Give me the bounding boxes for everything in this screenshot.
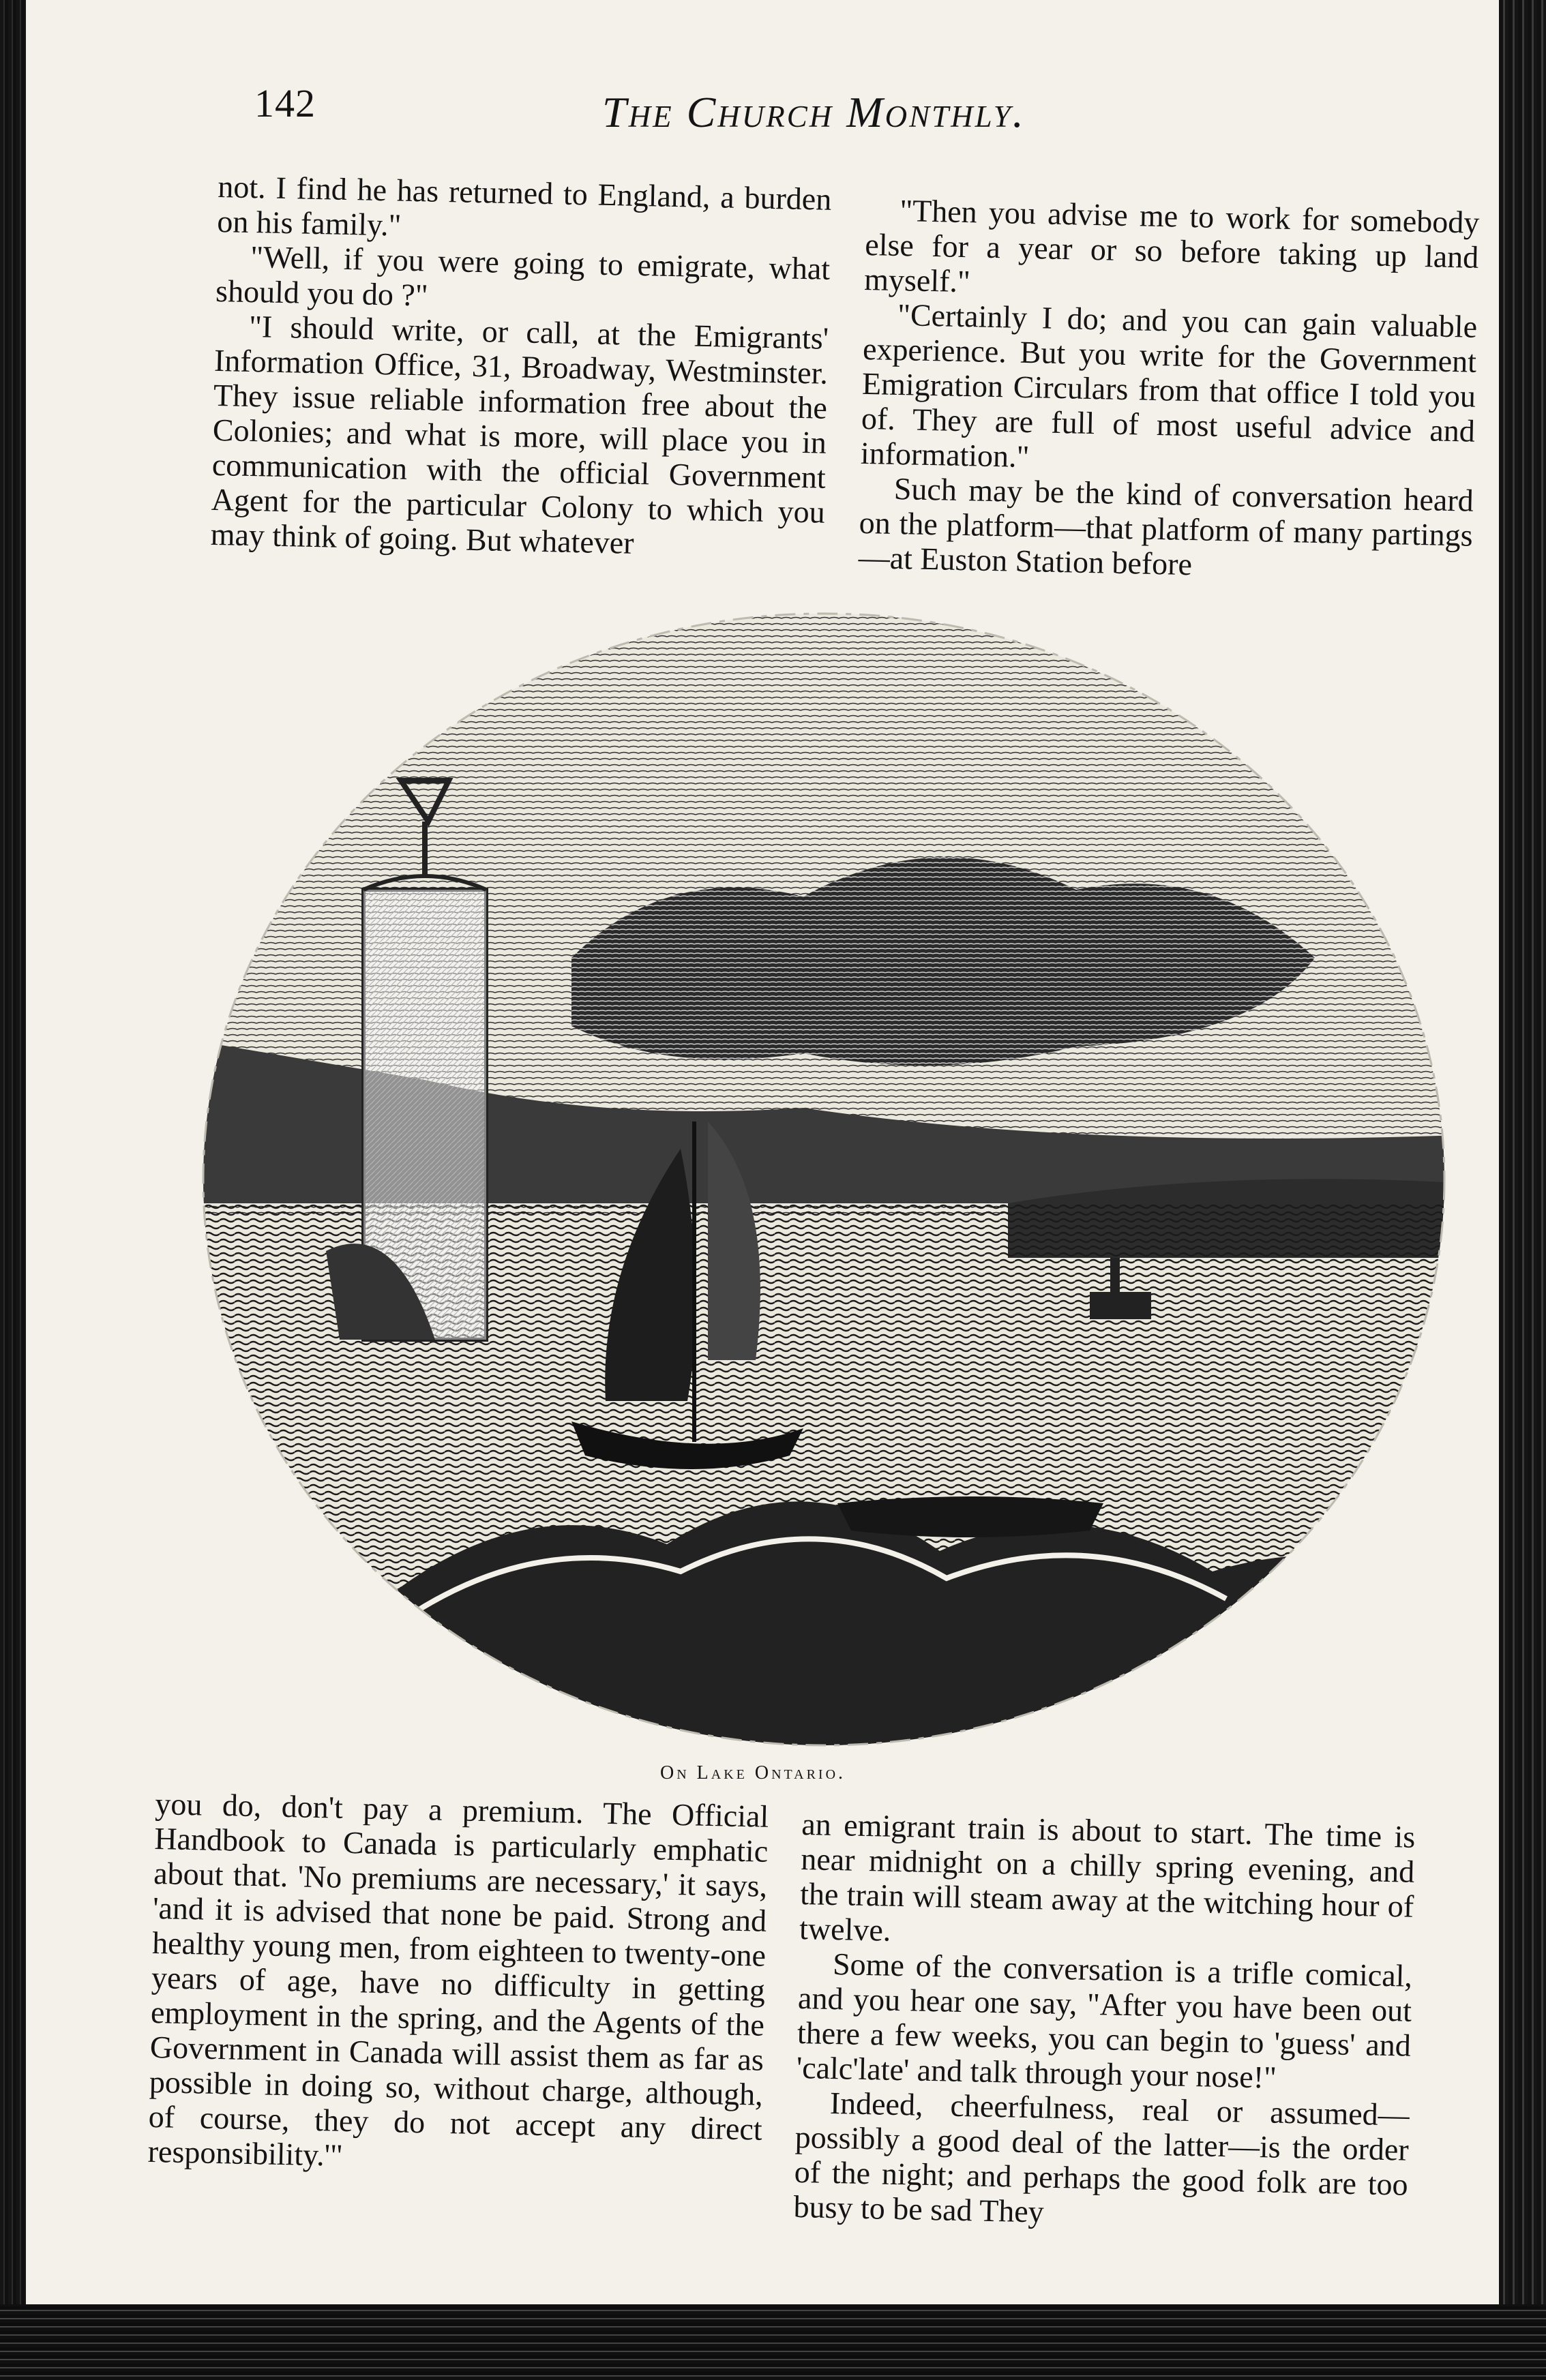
scan-edge-left bbox=[0, 0, 26, 2380]
text-column-bottom-right bbox=[793, 1807, 1416, 2237]
paragraph: "I should write, or call, at the Emigrants' Information Office, 31, Broadway, Westminster. They issue reliable information free about the Colonies; and what is more, will place you in communication with the official Government Agent for the particular Colony to which you may think of going. But whatever bbox=[210, 309, 829, 560]
paragraph: you do, don't pay a premium. The Official Handbook to Canada is particularly emphatic about that. 'No premiums are necessary,' it says, 'and it is advised that none be paid. Strong and healthy young men, from eighteen to twenty-one years of age, have no difficulty in getting employment in the spring, and the Agents of the Government in Canada will assist them as far as possible in doing so, without charge, although, of course, they do not accept any direct responsibility.'" bbox=[147, 1786, 769, 2173]
paragraph: Some of the conversation is a trifle comical, and you hear one say, "After you have been out there a few weeks, you can begin to 'guess' and 'calc'late' and talk through your nose!" bbox=[796, 1946, 1413, 2095]
paragraph: Indeed, cheerfulness, real or assumed—possibly a good deal of the latter—is the order of the night; and perhaps the good folk are too busy to be sad They bbox=[793, 2085, 1410, 2229]
paragraph: an emigrant train is about to start. The time is near midnight on a chilly spring evening, and the train will steam away at the witching hour of twelve. bbox=[799, 1807, 1416, 1948]
running-title: The Church Monthly. bbox=[602, 88, 1026, 136]
paragraph: "Certainly I do; and you can gain valuable experience. But you write for the Government Emigration Circulars from that office I told you of. They are full of most useful advice and information." bbox=[860, 297, 1478, 475]
paragraph: "Well, if you were going to emigrate, what should you do ?" bbox=[215, 239, 831, 313]
text-column-top-left bbox=[210, 169, 832, 564]
engraving-illustration bbox=[190, 603, 1458, 1756]
document-page bbox=[26, 0, 1499, 2304]
text-column-bottom-left bbox=[147, 1786, 769, 2182]
illustration-caption: On Lake Ontario. bbox=[660, 1762, 846, 1783]
paragraph: "Then you advise me to work for somebody else for a year or so before taking up land myself." bbox=[863, 193, 1480, 299]
scan-edge-right bbox=[1499, 0, 1546, 2380]
scan-edge-bottom bbox=[0, 2304, 1546, 2380]
page-number: 142 bbox=[254, 81, 316, 125]
paragraph: not. I find he has returned to England, a burden on his family." bbox=[216, 169, 832, 243]
text-column-top-right bbox=[858, 192, 1480, 588]
paragraph: Such may be the kind of conversation heard on the platform—that platform of many partings—at Euston Station before bbox=[858, 470, 1474, 582]
